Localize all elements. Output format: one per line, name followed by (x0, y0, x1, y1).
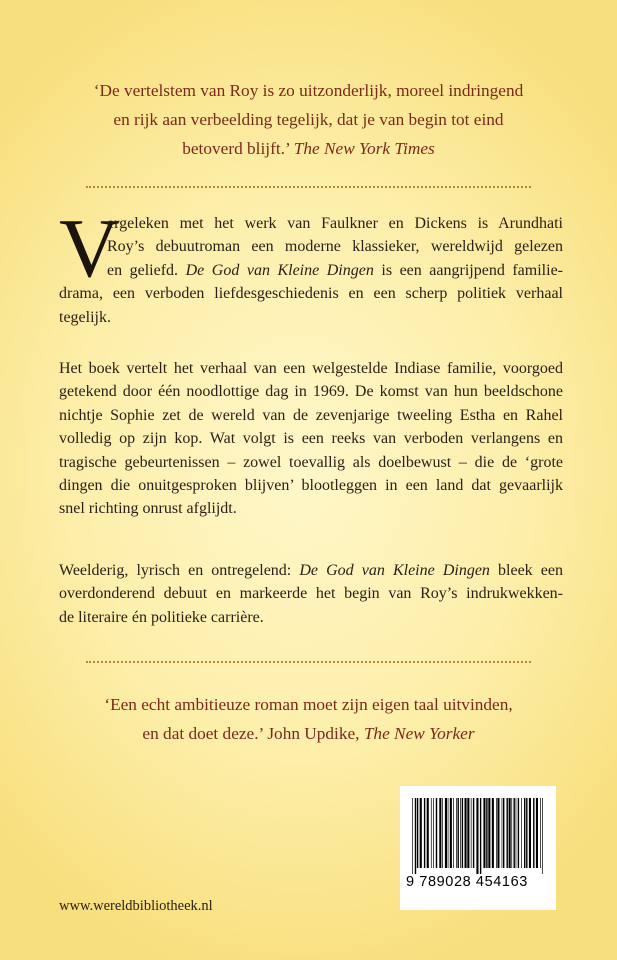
drop-cap: V (59, 202, 120, 295)
barcode-bar (521, 798, 522, 868)
barcode-bar (488, 798, 490, 868)
barcode-bar (460, 798, 461, 868)
barcode-bar (436, 798, 437, 868)
blurb-p3-text: bleek een (489, 562, 563, 579)
bottom-quote-source: The New Yorker (363, 724, 475, 743)
barcode-bars (410, 798, 546, 874)
blurb-paragraph-1 (59, 212, 563, 329)
top-quote-source: The New York Times (293, 139, 435, 158)
barcode-bar (465, 798, 467, 868)
barcode-bar (417, 798, 418, 868)
blurb-p1-line-3 (59, 259, 563, 282)
blurb-p1-line-1: ergeleken met het werk van Faulkner en Dickens is Arundhati (107, 215, 563, 232)
barcode-bar (483, 798, 485, 868)
top-quote-line-2: en rijk aan verbeelding tegelijk, dat je van begin tot eind (113, 110, 504, 129)
barcode-bar (518, 798, 519, 868)
isbn-number: 9 789028 454163 (406, 874, 528, 890)
publisher-website[interactable]: www.wereldbibliotheek.nl (59, 898, 213, 914)
blurb-p2-line-2: getekend door één noodlottige dag in 1969. De komst van hun beeldschone (59, 383, 563, 401)
top-quote-line-3 (40, 134, 577, 163)
barcode-bar (442, 798, 443, 868)
book-title-italic: De God van Kleine Dingen (185, 261, 374, 279)
barcode-bar (526, 798, 527, 868)
blurb-p1-line-2: Roy’s debuutroman een moderne klassieker, wereldwijd gelezen (107, 238, 563, 256)
barcode-bar (496, 798, 497, 868)
barcode-bar (445, 798, 447, 868)
barcode-bar (453, 798, 454, 868)
barcode-bar (431, 798, 432, 868)
blurb-p1-line-5: tegelijk. (59, 308, 111, 326)
blurb-p2-line-5: tragische gebeurtenissen – zowel toevallig als doelbewust – die de ‘grote (59, 453, 563, 471)
blurb-p1-text: en geliefd. (107, 261, 186, 279)
barcode-bar (458, 798, 459, 868)
blurb-p1-text: is een aangrijpend familie- (373, 261, 563, 279)
barcode-bar (433, 798, 434, 868)
barcode-bar (529, 798, 531, 868)
blurb-p3-line-3: de literaire én politieke carrière. (59, 608, 264, 626)
barcode-bar (476, 798, 478, 874)
blurb-p3-line-2: overdonderend debuut en markeerde het begin van Roy’s indrukwekken- (59, 585, 563, 603)
isbn-barcode (400, 786, 556, 910)
barcode-bar (536, 798, 538, 868)
barcode-bar (462, 798, 463, 868)
barcode-bar (456, 798, 457, 868)
barcode-bar (415, 798, 416, 874)
barcode-bar (480, 798, 481, 874)
barcode-bar (424, 798, 425, 868)
barcode-bar (542, 798, 543, 874)
barcode-bar (439, 798, 441, 868)
barcode-bar (540, 798, 541, 868)
barcode-bar (503, 798, 504, 868)
dotted-divider-top (86, 186, 531, 188)
barcode-bar (507, 798, 508, 868)
blurb-p2-line-3: nichtje Sophie zet de wereld van de zevenjarige tweeling Estha en Rahel (59, 406, 563, 424)
barcode-bar (486, 798, 487, 868)
barcode-bar (514, 798, 515, 868)
barcode-bar (450, 798, 452, 868)
blurb-p2-line-1: Het boek vertelt het verhaal van een welgestelde Indiase familie, voorgoed (59, 360, 563, 377)
blurb-paragraph-2 (59, 357, 563, 521)
barcode-bar (412, 798, 413, 874)
bottom-quote-text: en dat doet deze.’ John Updike, (142, 724, 364, 743)
barcode-bar (502, 798, 503, 868)
blurb-p3-line-1 (59, 559, 563, 582)
barcode-bar (509, 798, 511, 868)
blurb-p2-line-7: snel richting onrust afglijdt. (59, 500, 237, 518)
barcode-bar (497, 798, 499, 868)
blurb-p2-line-6: dingen die onuitgesproken blijven’ blootleggen in een land dat gevaarlijk (59, 477, 563, 495)
top-quote-text: betoverd blijft.’ (182, 139, 290, 158)
barcode-bar (473, 798, 474, 868)
barcode-bar (492, 798, 494, 868)
top-quote-line-1: ‘De vertelstem van Roy is zo uitzonderlijk, moreel indringend (93, 81, 524, 100)
barcode-bar (471, 798, 472, 868)
blurb-paragraph-3 (59, 559, 563, 629)
bottom-quote (40, 690, 577, 748)
bottom-quote-line-2 (40, 719, 577, 748)
book-title-italic: De God van Kleine Dingen (299, 562, 490, 579)
barcode-bar (420, 798, 422, 868)
dotted-divider-bottom (86, 661, 531, 663)
blurb-p3-text: Weelderig, lyrisch en ontregelend: (59, 562, 300, 579)
barcode-bar (448, 798, 449, 868)
bottom-quote-line-1: ‘Een echt ambitieuze roman moet zijn eigen taal uitvinden, (104, 695, 513, 714)
barcode-bar (516, 798, 517, 868)
barcode-bar (427, 798, 429, 868)
top-quote (40, 76, 577, 163)
barcode-bar (511, 798, 512, 868)
barcode-bar (533, 798, 534, 868)
blurb-p1-line-4: drama, een verboden liefdesgeschiedenis en een scherp politiek verhaal (59, 285, 563, 303)
barcode-bar (524, 798, 525, 868)
blurb-p2-line-4: volledig op zijn kop. Wat volgt is een reeks van verboden verlangens en (59, 430, 563, 448)
barcode-bar (467, 798, 469, 868)
